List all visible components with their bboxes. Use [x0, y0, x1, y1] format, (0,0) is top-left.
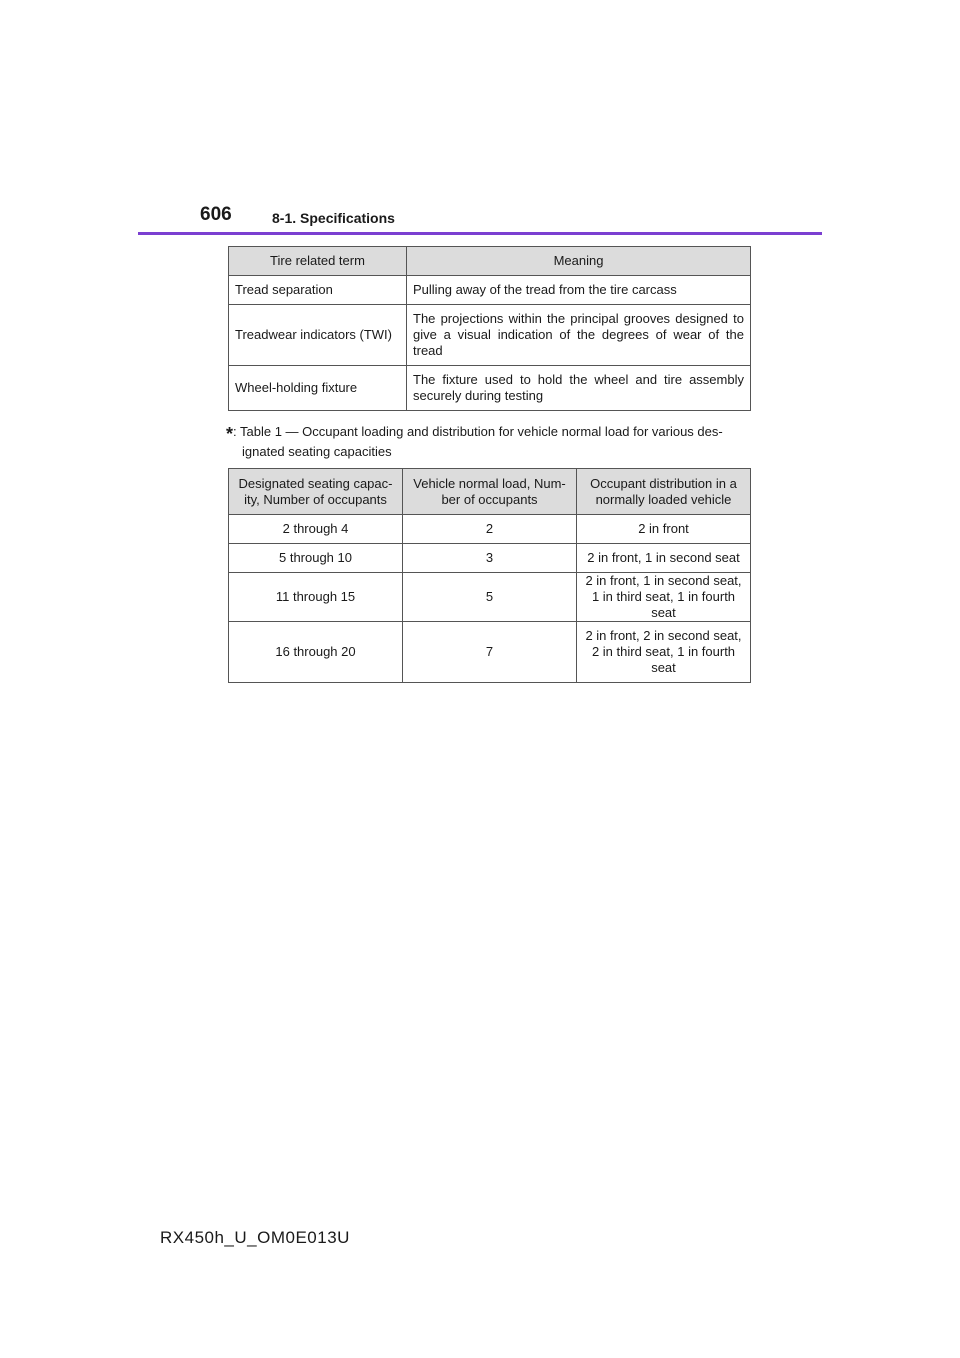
footnote-line-1: : Table 1 — Occupant loading and distribution for vehicle normal load for various des-	[233, 424, 723, 439]
footnote-marker: *	[226, 424, 234, 444]
load-cell: 2	[403, 515, 577, 544]
table-header-row	[229, 469, 751, 515]
table-row	[229, 622, 751, 683]
column-header-meaning: Meaning	[407, 247, 751, 276]
capacity-cell: 2 through 4	[229, 515, 403, 544]
table-header-row	[229, 247, 751, 276]
table-footnote	[226, 420, 756, 462]
table-row	[229, 515, 751, 544]
meaning-cell: The fixture used to hold the wheel and tire assembly securely during testing	[407, 366, 751, 411]
distribution-cell: 2 in front, 1 in second seat	[577, 544, 751, 573]
document-code: RX450h_U_OM0E013U	[160, 1228, 350, 1247]
footnote-line-2: ignated seating capacities	[242, 444, 392, 459]
column-header-capacity: Designated seating capac-ity, Number of occupants	[229, 469, 403, 515]
term-cell: Treadwear indicators (TWI)	[229, 305, 407, 366]
distribution-cell: 2 in front	[577, 515, 751, 544]
load-cell: 5	[403, 573, 577, 622]
header-divider	[138, 232, 822, 235]
page-number: 606	[200, 204, 232, 225]
distribution-cell: 2 in front, 1 in second seat, 1 in third seat, 1 in fourth seat	[577, 573, 751, 622]
capacity-cell: 16 through 20	[229, 622, 403, 683]
column-header-distribution: Occupant distribution in a normally loaded vehicle	[577, 469, 751, 515]
capacity-cell: 11 through 15	[229, 573, 403, 622]
meaning-cell: The projections within the principal grooves designed to give a visual indication of the degrees of wear of the tread	[407, 305, 751, 366]
table-row	[229, 544, 751, 573]
page-header	[138, 204, 822, 234]
column-header-term: Tire related term	[229, 247, 407, 276]
table-row	[229, 366, 751, 411]
term-cell: Wheel-holding fixture	[229, 366, 407, 411]
table-row	[229, 305, 751, 366]
table-row	[229, 276, 751, 305]
load-cell: 7	[403, 622, 577, 683]
tire-terms-table	[228, 246, 751, 411]
column-header-load: Vehicle normal load, Num-ber of occupants	[403, 469, 577, 515]
capacity-cell: 5 through 10	[229, 544, 403, 573]
occupant-loading-table	[228, 468, 751, 683]
section-title: 8-1. Specifications	[272, 210, 395, 226]
distribution-cell: 2 in front, 2 in second seat, 2 in third seat, 1 in fourth seat	[577, 622, 751, 683]
term-cell: Tread separation	[229, 276, 407, 305]
meaning-cell: Pulling away of the tread from the tire carcass	[407, 276, 751, 305]
table-row	[229, 573, 751, 622]
load-cell: 3	[403, 544, 577, 573]
